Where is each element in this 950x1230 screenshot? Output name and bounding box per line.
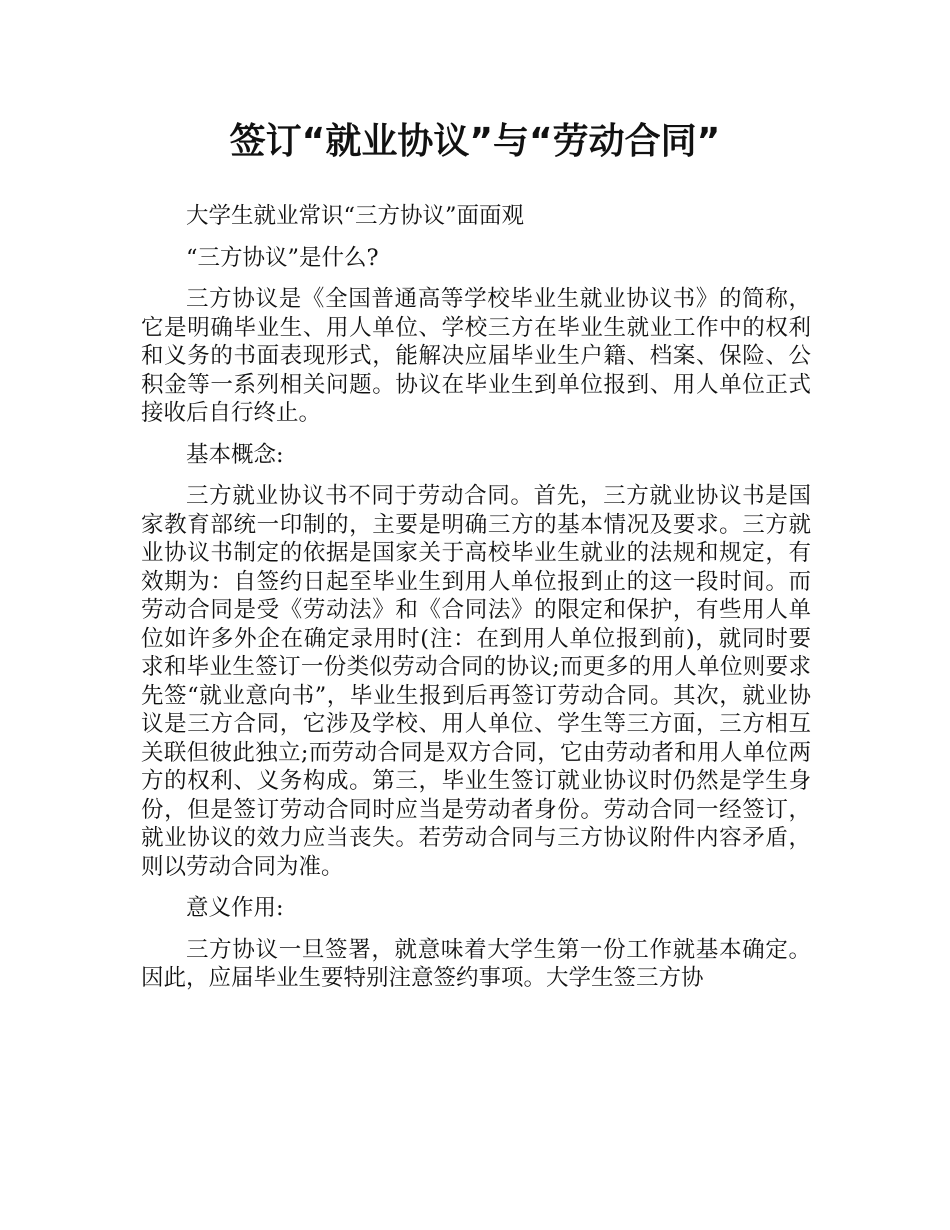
paragraph-subtitle: 大学生就业常识“三方协议”面面观	[186, 203, 525, 229]
paragraph-heading-significance: 意义作用:	[186, 895, 284, 921]
document-title: 签订“就业协议”与“劳动合同”	[229, 121, 721, 162]
paragraph-definition: 三方协议是《全国普通高等学校毕业生就业协议书》的简称，它是明确毕业生、用人单位、学校三方在毕业生就业工作中的权利和义务的书面表现形式，能解决应届毕业生户籍、档案、保险、公积金等一系列相关问题。协议在毕业生到单位报到、用人单位正式接收后自行终止。	[141, 286, 811, 426]
paragraph-question: “三方协议”是什么?	[186, 244, 379, 271]
paragraph-concept: 三方就业协议书不同于劳动合同。首先，三方就业协议书是国家教育部统一印制的，主要是明确三方的基本情况及要求。三方就业协议书制定的依据是国家关于高校毕业生就业的法规和规定，有效期为：自签约日起至毕业生到用人单位报到止的这一段时间。而劳动合同是受《劳动法》和《合同法》的限定和保护，有些用人单位如许多外企在确定录用时(注：在到用人单位报到前)，就同时要求和毕业生签订一份类似劳动合同的协议;而更多的用人单位则要求先签“就业意向书”，毕业生报到后再签订劳动合同。其次，就业协议是三方合同，它涉及学校、用人单位、学生等三方面，三方相互关联但彼此独立;而劳动合同是双方合同，它由劳动者和用人单位两方的权利、义务构成。第三，毕业生签订就业协议时仍然是学生身份，但是签订劳动合同时应当是劳动者身份。劳动合同一经签订，就业协议的效力应当丧失。若劳动合同与三方协议附件内容矛盾，则以劳动合同为准。	[141, 483, 811, 880]
paragraph-heading-concept: 基本概念:	[186, 441, 284, 468]
paragraph-significance: 三方协议一旦签署，就意味着大学生第一份工作就基本确定。因此，应届毕业生要特别注意签约事项。大学生签三方协	[141, 936, 811, 991]
document-body	[141, 202, 811, 1006]
